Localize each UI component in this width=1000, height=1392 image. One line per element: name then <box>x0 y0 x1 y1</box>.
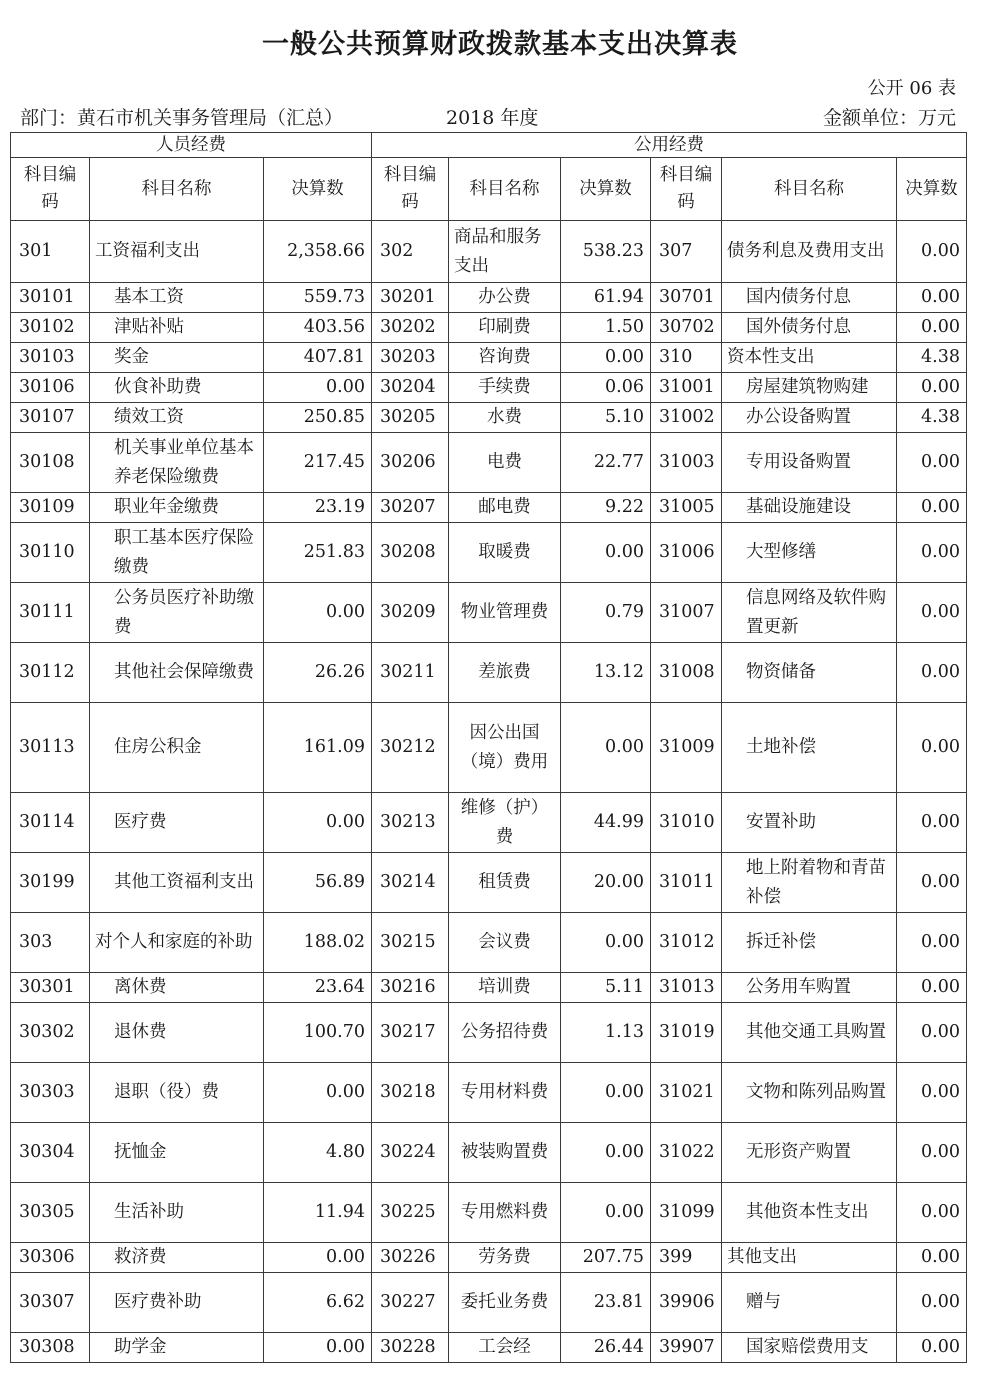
item-amount: 250.85 <box>264 403 372 433</box>
item-name: 医疗费 <box>90 793 264 853</box>
item-amount: 0.00 <box>897 523 967 583</box>
item-name: 住房公积金 <box>90 703 264 793</box>
item-code: 30227 <box>372 1273 449 1333</box>
table-row <box>11 913 967 973</box>
item-code: 30199 <box>11 853 90 913</box>
item-code: 39906 <box>651 1273 722 1333</box>
table-row <box>11 703 967 793</box>
table-row <box>11 793 967 853</box>
item-code: 30113 <box>11 703 90 793</box>
item-name: 土地补偿 <box>722 703 897 793</box>
item-name: 其他资本性支出 <box>722 1183 897 1243</box>
item-amount: 0.00 <box>561 523 651 583</box>
item-amount: 0.00 <box>561 703 651 793</box>
table-row <box>11 343 967 373</box>
item-amount: 0.00 <box>897 793 967 853</box>
item-code: 30208 <box>372 523 449 583</box>
item-code: 30103 <box>11 343 90 373</box>
item-code: 302 <box>372 221 449 283</box>
item-amount: 559.73 <box>264 283 372 313</box>
item-name: 基本工资 <box>90 283 264 313</box>
item-code: 30308 <box>11 1333 90 1363</box>
item-code: 30214 <box>372 853 449 913</box>
item-name: 差旅费 <box>449 643 561 703</box>
item-name: 基础设施建设 <box>722 493 897 523</box>
table-row <box>11 373 967 403</box>
item-amount: 0.00 <box>561 913 651 973</box>
item-code: 30213 <box>372 793 449 853</box>
item-amount: 23.64 <box>264 973 372 1003</box>
item-name: 租赁费 <box>449 853 561 913</box>
item-name: 津贴补贴 <box>90 313 264 343</box>
item-amount: 0.06 <box>561 373 651 403</box>
item-amount: 0.00 <box>897 1123 967 1183</box>
item-amount: 1.13 <box>561 1003 651 1063</box>
col-header-amount: 决算数 <box>264 158 372 221</box>
item-name: 手续费 <box>449 373 561 403</box>
item-name: 公务招待费 <box>449 1003 561 1063</box>
item-code: 30108 <box>11 433 90 493</box>
item-amount: 407.81 <box>264 343 372 373</box>
item-amount: 26.44 <box>561 1333 651 1363</box>
item-amount: 5.11 <box>561 973 651 1003</box>
item-amount: 100.70 <box>264 1003 372 1063</box>
item-code: 31008 <box>651 643 722 703</box>
item-amount: 403.56 <box>264 313 372 343</box>
item-name: 信息网络及软件购置更新 <box>722 583 897 643</box>
table-row <box>11 1003 967 1063</box>
item-name: 绩效工资 <box>90 403 264 433</box>
item-amount: 251.83 <box>264 523 372 583</box>
item-amount: 0.00 <box>897 1333 967 1363</box>
item-amount: 0.00 <box>264 583 372 643</box>
item-name: 助学金 <box>90 1333 264 1363</box>
item-code: 30114 <box>11 793 90 853</box>
item-code: 30216 <box>372 973 449 1003</box>
item-code: 30107 <box>11 403 90 433</box>
item-name: 会议费 <box>449 913 561 973</box>
item-name: 医疗费补助 <box>90 1273 264 1333</box>
item-code: 30203 <box>372 343 449 373</box>
item-amount: 0.00 <box>897 1273 967 1333</box>
item-name: 专用材料费 <box>449 1063 561 1123</box>
item-name: 委托业务费 <box>449 1273 561 1333</box>
col-header-name: 科目名称 <box>90 158 264 221</box>
table-row <box>11 973 967 1003</box>
item-amount: 26.26 <box>264 643 372 703</box>
item-amount: 0.00 <box>897 493 967 523</box>
item-amount: 0.00 <box>897 703 967 793</box>
item-code: 31019 <box>651 1003 722 1063</box>
table-row <box>11 1273 967 1333</box>
col-header-name: 科目名称 <box>722 158 897 221</box>
table-row <box>11 583 967 643</box>
item-name: 工会经 <box>449 1333 561 1363</box>
department-label: 部门：黄石市机关事务管理局（汇总） <box>20 107 344 129</box>
item-name: 邮电费 <box>449 493 561 523</box>
item-amount: 5.10 <box>561 403 651 433</box>
item-code: 30102 <box>11 313 90 343</box>
item-name: 生活补助 <box>90 1183 264 1243</box>
item-name: 安置补助 <box>722 793 897 853</box>
item-code: 30228 <box>372 1333 449 1363</box>
table-row <box>11 433 967 493</box>
item-amount: 0.00 <box>897 643 967 703</box>
col-header-name: 科目名称 <box>449 158 561 221</box>
item-name: 国外债务付息 <box>722 313 897 343</box>
item-name: 退职（役）费 <box>90 1063 264 1123</box>
item-code: 30307 <box>11 1273 90 1333</box>
item-name: 伙食补助费 <box>90 373 264 403</box>
item-amount: 0.00 <box>264 1063 372 1123</box>
expenditure-table <box>10 132 967 1363</box>
item-amount: 0.00 <box>897 433 967 493</box>
table-row <box>11 313 967 343</box>
item-code: 30206 <box>372 433 449 493</box>
item-name: 抚恤金 <box>90 1123 264 1183</box>
item-code: 31022 <box>651 1123 722 1183</box>
item-name: 印刷费 <box>449 313 561 343</box>
item-code: 30302 <box>11 1003 90 1063</box>
item-code: 30215 <box>372 913 449 973</box>
item-name: 国家赔偿费用支 <box>722 1333 897 1363</box>
item-name: 劳务费 <box>449 1243 561 1273</box>
item-name: 资本性支出 <box>722 343 897 373</box>
item-name: 机关事业单位基本养老保险缴费 <box>90 433 264 493</box>
table-row <box>11 643 967 703</box>
item-code: 30225 <box>372 1183 449 1243</box>
form-number: 公开 06 表 <box>867 78 956 99</box>
item-code: 31006 <box>651 523 722 583</box>
item-name: 其他社会保障缴费 <box>90 643 264 703</box>
item-amount: 0.00 <box>897 973 967 1003</box>
item-code: 30110 <box>11 523 90 583</box>
item-name: 无形资产购置 <box>722 1123 897 1183</box>
item-code: 30109 <box>11 493 90 523</box>
item-amount: 23.81 <box>561 1273 651 1333</box>
item-amount: 0.79 <box>561 583 651 643</box>
item-code: 31001 <box>651 373 722 403</box>
item-amount: 4.38 <box>897 343 967 373</box>
item-amount: 188.02 <box>264 913 372 973</box>
item-name: 拆迁补偿 <box>722 913 897 973</box>
item-amount: 2,358.66 <box>264 221 372 283</box>
group-header-personnel: 人员经费 <box>11 133 372 158</box>
item-amount: 61.94 <box>561 283 651 313</box>
item-code: 30207 <box>372 493 449 523</box>
item-code: 30224 <box>372 1123 449 1183</box>
col-header-code: 科目编码 <box>651 158 722 221</box>
item-code: 30701 <box>651 283 722 313</box>
item-amount: 0.00 <box>897 1063 967 1123</box>
col-header-amount: 决算数 <box>897 158 967 221</box>
item-amount: 207.75 <box>561 1243 651 1273</box>
item-code: 31013 <box>651 973 722 1003</box>
item-amount: 161.09 <box>264 703 372 793</box>
item-amount: 217.45 <box>264 433 372 493</box>
table-row <box>11 1123 967 1183</box>
item-name: 因公出国（境）费用 <box>449 703 561 793</box>
amount-unit: 金额单位：万元 <box>822 107 956 129</box>
item-amount: 0.00 <box>897 913 967 973</box>
item-code: 30303 <box>11 1063 90 1123</box>
item-amount: 20.00 <box>561 853 651 913</box>
item-code: 30205 <box>372 403 449 433</box>
item-name: 其他支出 <box>722 1243 897 1273</box>
item-code: 30211 <box>372 643 449 703</box>
item-code: 31011 <box>651 853 722 913</box>
item-amount: 0.00 <box>897 221 967 283</box>
item-amount: 0.00 <box>264 1333 372 1363</box>
item-name: 物资储备 <box>722 643 897 703</box>
item-code: 31002 <box>651 403 722 433</box>
item-code: 31021 <box>651 1063 722 1123</box>
item-code: 39907 <box>651 1333 722 1363</box>
item-amount: 23.19 <box>264 493 372 523</box>
item-code: 30204 <box>372 373 449 403</box>
table-row <box>11 853 967 913</box>
item-name: 水费 <box>449 403 561 433</box>
item-amount: 56.89 <box>264 853 372 913</box>
col-header-code: 科目编码 <box>372 158 449 221</box>
item-name: 公务用车购置 <box>722 973 897 1003</box>
item-name: 职工基本医疗保险缴费 <box>90 523 264 583</box>
item-code: 30218 <box>372 1063 449 1123</box>
item-code: 30111 <box>11 583 90 643</box>
item-amount: 4.80 <box>264 1123 372 1183</box>
item-amount: 1.50 <box>561 313 651 343</box>
item-code: 310 <box>651 343 722 373</box>
table-row <box>11 1063 967 1123</box>
item-amount: 0.00 <box>897 313 967 343</box>
item-code: 31005 <box>651 493 722 523</box>
page-title: 一般公共预算财政拨款基本支出决算表 <box>262 29 738 60</box>
item-amount: 0.00 <box>897 373 967 403</box>
item-name: 奖金 <box>90 343 264 373</box>
group-header-public: 公用经费 <box>372 133 967 158</box>
item-code: 399 <box>651 1243 722 1273</box>
item-amount: 0.00 <box>561 1063 651 1123</box>
item-code: 30306 <box>11 1243 90 1273</box>
item-name: 退休费 <box>90 1003 264 1063</box>
table-row <box>11 1243 967 1273</box>
item-amount: 0.00 <box>897 1183 967 1243</box>
item-name: 咨询费 <box>449 343 561 373</box>
item-name: 专用燃料费 <box>449 1183 561 1243</box>
item-name: 被装购置费 <box>449 1123 561 1183</box>
item-amount: 13.12 <box>561 643 651 703</box>
item-code: 30112 <box>11 643 90 703</box>
item-name: 房屋建筑物购建 <box>722 373 897 403</box>
item-name: 地上附着物和青苗补偿 <box>722 853 897 913</box>
item-amount: 0.00 <box>264 793 372 853</box>
item-code: 307 <box>651 221 722 283</box>
item-code: 31010 <box>651 793 722 853</box>
item-code: 30305 <box>11 1183 90 1243</box>
item-amount: 6.62 <box>264 1273 372 1333</box>
item-amount: 0.00 <box>897 583 967 643</box>
item-amount: 538.23 <box>561 221 651 283</box>
item-name: 其他工资福利支出 <box>90 853 264 913</box>
item-amount: 0.00 <box>897 853 967 913</box>
item-name: 培训费 <box>449 973 561 1003</box>
item-name: 职业年金缴费 <box>90 493 264 523</box>
item-name: 离休费 <box>90 973 264 1003</box>
item-code: 31007 <box>651 583 722 643</box>
item-amount: 9.22 <box>561 493 651 523</box>
item-amount: 0.00 <box>897 283 967 313</box>
item-code: 31099 <box>651 1183 722 1243</box>
table-row <box>11 221 967 283</box>
item-code: 30217 <box>372 1003 449 1063</box>
col-header-code: 科目编码 <box>11 158 90 221</box>
item-code: 30702 <box>651 313 722 343</box>
item-code: 31003 <box>651 433 722 493</box>
item-amount: 44.99 <box>561 793 651 853</box>
item-amount: 0.00 <box>264 1243 372 1273</box>
item-code: 30304 <box>11 1123 90 1183</box>
item-name: 办公费 <box>449 283 561 313</box>
item-name: 维修（护）费 <box>449 793 561 853</box>
fiscal-year: 2018 年度 <box>446 107 539 129</box>
item-code: 30202 <box>372 313 449 343</box>
table-row <box>11 1183 967 1243</box>
item-amount: 0.00 <box>264 373 372 403</box>
item-name: 对个人和家庭的补助 <box>90 913 264 973</box>
item-amount: 0.00 <box>897 1003 967 1063</box>
item-code: 30226 <box>372 1243 449 1273</box>
item-code: 30209 <box>372 583 449 643</box>
item-amount: 4.38 <box>897 403 967 433</box>
item-name: 物业管理费 <box>449 583 561 643</box>
item-name: 大型修缮 <box>722 523 897 583</box>
item-amount: 22.77 <box>561 433 651 493</box>
item-amount: 11.94 <box>264 1183 372 1243</box>
item-amount: 0.00 <box>897 1243 967 1273</box>
table-row <box>11 523 967 583</box>
item-name: 救济费 <box>90 1243 264 1273</box>
item-name: 其他交通工具购置 <box>722 1003 897 1063</box>
item-name: 债务利息及费用支出 <box>722 221 897 283</box>
item-code: 303 <box>11 913 90 973</box>
item-name: 工资福利支出 <box>90 221 264 283</box>
item-code: 30212 <box>372 703 449 793</box>
item-name: 文物和陈列品购置 <box>722 1063 897 1123</box>
item-code: 301 <box>11 221 90 283</box>
item-name: 赠与 <box>722 1273 897 1333</box>
item-name: 商品和服务支出 <box>449 221 561 283</box>
item-code: 30106 <box>11 373 90 403</box>
item-name: 国内债务付息 <box>722 283 897 313</box>
table-row <box>11 493 967 523</box>
item-amount: 0.00 <box>561 343 651 373</box>
item-code: 30301 <box>11 973 90 1003</box>
item-name: 办公设备购置 <box>722 403 897 433</box>
item-code: 31009 <box>651 703 722 793</box>
table-row <box>11 403 967 433</box>
item-code: 30201 <box>372 283 449 313</box>
item-name: 公务员医疗补助缴费 <box>90 583 264 643</box>
item-name: 专用设备购置 <box>722 433 897 493</box>
item-code: 31012 <box>651 913 722 973</box>
col-header-amount: 决算数 <box>561 158 651 221</box>
item-amount: 0.00 <box>561 1183 651 1243</box>
item-name: 电费 <box>449 433 561 493</box>
item-amount: 0.00 <box>561 1123 651 1183</box>
item-name: 取暖费 <box>449 523 561 583</box>
item-code: 30101 <box>11 283 90 313</box>
table-row <box>11 283 967 313</box>
table-row <box>11 1333 967 1363</box>
